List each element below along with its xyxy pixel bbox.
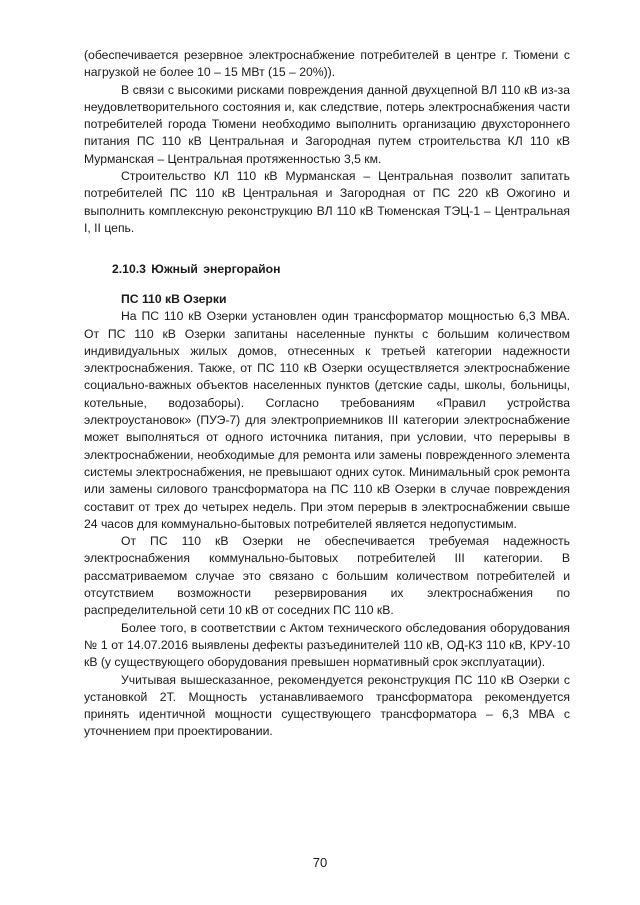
paragraph-construction: Строительство КЛ 110 кВ Мурманская – Центральная позволит запитать потребителей ПС 110 кВ Центральная и Загородная от ПС 220 кВ Ожогино и выполнить комплексную реконструкцию ВЛ 110 кВ Тюменская ТЭЦ-1 – Центральная I, II цепь.: [84, 169, 570, 235]
subsection-heading: ПС 110 кВ Озерки: [121, 292, 227, 307]
paragraph-ozerki-transformer: На ПС 110 кВ Озерки установлен один трансформатор мощностью 6,3 МВА. От ПС 110 кВ Озерки запитаны населенные пункты с большим количеством индивидуальных жилых домов, отнесенных к третьей категории надежности электроснабжения. Также, от ПС 110 кВ Озерки осуществляется электроснабжение социально-важных объектов населенных пунктов (детские сады, школы, больницы, котельные, водозаборы). Согласно требованиям «Правил устройства электроустановок» (ПУЭ-7) для электроприемников III категории электроснабжение может выполняться от одного источника питания, при условии, что перерывы в электроснабжении, необходимые для ремонта или замены поврежденного элемента системы электроснабжения, не превышают одних суток. Минимальный срок ремонта или замены силового трансформатора на ПС 110 кВ Озерки в случае повреждения составит от трех до четырех недель. При этом перерыв в электроснабжении свыше 24 часов для коммунально-бытовых потребителей является недопустимым.: [84, 309, 570, 531]
document-body: [84, 47, 570, 741]
paragraph-recommendation: Учитывая вышесказанное, рекомендуется реконструкция ПС 110 кВ Озерки с установкой 2Т. Мощность устанавливаемого трансформатора рекомендуется принять идентичной мощности существующего трансформатора – 6,3 МВА с уточнением при проектировании.: [84, 672, 570, 739]
page-number: 70: [312, 855, 328, 870]
paragraph-risks: В связи с высокими рисками повреждения данной двухцепной ВЛ 110 кВ из-за неудовлетворительного состояния и, как следствие, потерь электроснабжения части потребителей города Тюмени необходимо выполнить организацию двухстороннего питания ПС 110 кВ Центральная и Загородная путем строительства КЛ 110 кВ Мурманская – Центральная протяженностью 3,5 км.: [84, 82, 570, 166]
paragraph-continuation: (обеспечивается резервное электроснабжение потребителей в центре г. Тюмени с нагрузкой не более 10 – 15 МВт (15 – 20%)).: [84, 48, 570, 80]
paragraph-inspection-act: Более того, в соответствии с Актом технического обследования оборудования № 1 от 14.07.2016 выявлены дефекты разъединителей 110 кВ, ОД-КЗ 110 кВ, КРУ-10 кВ (у существующего оборудования превышен нормативный срок эксплуатации).: [84, 620, 570, 670]
section-heading: 2.10.3 Южный энергорайон: [112, 262, 281, 277]
paragraph-reliability: От ПС 110 кВ Озерки не обеспечивается требуемая надежность электроснабжения коммунально-бытовых потребителей III категории. В рассматриваемом случае это связано с большим количеством потребителей и отсутствием возможности резервирования их электроснабжения по распределительной сети 10 кВ от соседних ПС 110 кВ.: [84, 534, 570, 618]
